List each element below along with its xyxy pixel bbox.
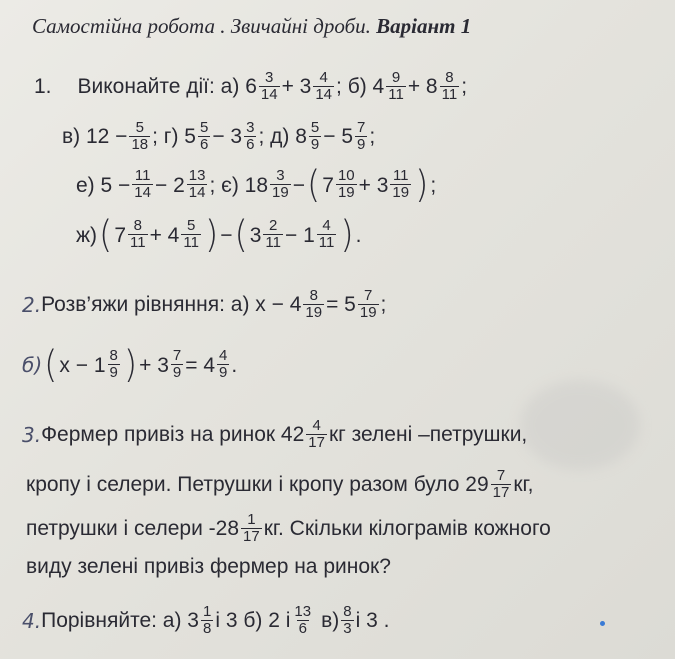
fraction	[306, 418, 327, 451]
denominator: 19	[359, 303, 377, 321]
fraction	[132, 168, 153, 201]
blue-ink-dot	[600, 621, 605, 626]
task1-number: 1.	[34, 75, 52, 99]
math-token: .	[231, 353, 238, 377]
fraction	[244, 120, 256, 153]
math-token: е) 5 −	[76, 173, 131, 197]
task3-line1	[22, 418, 527, 451]
denominator: 6	[298, 619, 307, 637]
math-token: .	[355, 223, 362, 247]
numerator: 7	[357, 119, 366, 136]
task1-prompt: Виконайте дії: а) 6	[77, 75, 257, 99]
math-token: − 1	[285, 223, 315, 247]
task1-line4	[76, 213, 362, 257]
math-token: )	[123, 343, 138, 387]
math-token: − 3	[212, 125, 243, 149]
math-token: )	[415, 163, 429, 207]
numerator: 8	[133, 217, 142, 235]
task3-line2	[26, 468, 533, 501]
math-token: = 4	[185, 353, 216, 377]
numerator: 7	[364, 287, 373, 304]
math-token: в)	[321, 609, 340, 633]
math-token: )	[204, 213, 219, 257]
numerator: 8	[343, 603, 352, 620]
math-token: ; б) 4	[336, 75, 385, 99]
numerator: 7	[496, 467, 506, 484]
math-token: кг зелені –петрушки,	[328, 423, 528, 447]
denominator: 11	[441, 85, 458, 103]
denominator: 17	[492, 483, 510, 501]
math-token: )	[340, 213, 354, 257]
denominator: 9	[109, 364, 118, 382]
task2-line2	[22, 343, 238, 387]
denominator: 14	[188, 184, 206, 202]
fraction	[171, 348, 183, 381]
fraction	[386, 70, 406, 103]
numerator: 13	[188, 167, 206, 185]
math-token: − 5	[323, 125, 354, 149]
task3-line3	[26, 512, 551, 545]
fraction	[181, 218, 201, 251]
task1-line1	[34, 70, 467, 103]
denominator: 11	[388, 85, 404, 103]
fraction	[201, 604, 213, 637]
math-token: ; є) 18	[209, 173, 269, 197]
denominator: 14	[260, 85, 278, 103]
fraction	[317, 218, 337, 251]
denominator: 14	[315, 85, 333, 103]
fraction	[270, 168, 291, 201]
numerator: 5	[199, 119, 209, 136]
fraction	[341, 604, 353, 637]
numerator: 8	[109, 347, 118, 365]
denominator: 19	[337, 184, 355, 202]
numerator: 2	[269, 217, 278, 235]
math-token: + 3	[281, 75, 312, 99]
math-token: −	[220, 223, 233, 247]
fraction	[313, 70, 334, 103]
fraction	[440, 70, 460, 103]
math-token: = 5	[326, 293, 356, 317]
numerator: 5	[310, 119, 320, 136]
numerator: 8	[309, 287, 318, 304]
numerator: 4	[319, 69, 328, 86]
worksheet-title	[32, 14, 471, 39]
numerator: 3	[276, 167, 285, 185]
task4-prompt: Порівняйте: а) 3	[41, 609, 199, 633]
fraction	[198, 120, 210, 153]
math-token: + 4	[149, 223, 180, 247]
math-token: кропу і селери. Петрушки і кропу разом було 29	[26, 473, 489, 497]
numerator: 4	[312, 417, 321, 434]
math-token: ;	[380, 293, 387, 317]
math-token: ;	[461, 75, 468, 99]
task4-number: 4.	[22, 608, 42, 633]
denominator: 6	[246, 135, 255, 153]
denominator: 14	[134, 184, 151, 202]
numerator: 11	[134, 167, 151, 185]
task2b-label: б)	[22, 353, 43, 377]
denominator: 19	[272, 184, 289, 202]
task2-line1	[22, 288, 386, 321]
math-token: (	[99, 213, 113, 257]
math-token: (	[234, 213, 248, 257]
numerator: 3	[246, 119, 255, 136]
math-token: 7	[114, 223, 126, 247]
math-token: − 2	[154, 173, 185, 197]
denominator: 9	[219, 364, 228, 382]
numerator: 8	[445, 69, 454, 86]
fraction	[129, 120, 150, 153]
denominator: 11	[318, 234, 335, 252]
math-token: (	[44, 343, 58, 387]
task1-line2	[62, 120, 375, 153]
denominator: 11	[265, 234, 281, 252]
fraction	[263, 218, 283, 251]
math-token: ж)	[76, 223, 98, 247]
math-token: і 3 б) 2 і	[215, 609, 291, 633]
math-token: ; г) 5	[152, 125, 196, 149]
denominator: 11	[183, 234, 199, 252]
fraction	[336, 168, 357, 201]
math-token: + 3	[358, 173, 389, 197]
numerator: 11	[392, 167, 409, 185]
math-token: −	[292, 173, 305, 197]
math-token: петрушки і селери -28	[26, 517, 240, 541]
fraction	[292, 604, 313, 637]
paper-shadow	[520, 380, 640, 470]
math-token: Фермер привіз на ринок 42	[41, 423, 305, 447]
fraction	[187, 168, 208, 201]
fraction	[128, 218, 148, 251]
fraction	[217, 348, 229, 381]
math-token: + 3	[139, 353, 169, 377]
denominator: 18	[131, 135, 149, 153]
denominator: 9	[310, 135, 320, 153]
math-token: і 3 .	[355, 609, 390, 633]
fraction	[259, 70, 280, 103]
numerator: 5	[186, 217, 196, 235]
task1-line3	[76, 163, 437, 207]
task4-line	[22, 604, 389, 637]
denominator: 9	[172, 364, 182, 382]
math-token: ;	[369, 125, 376, 149]
denominator: 19	[305, 303, 323, 321]
denominator: 8	[202, 619, 212, 637]
numerator: 7	[172, 347, 182, 365]
task2-number: 2.	[22, 292, 42, 317]
math-token: виду зелені привіз фермер на ринок?	[26, 555, 391, 578]
math-token: 7	[322, 173, 334, 197]
math-token: (	[306, 163, 321, 207]
fraction	[309, 120, 321, 153]
denominator: 17	[243, 527, 260, 545]
numerator: 9	[391, 69, 401, 86]
math-token: х − 1	[59, 353, 106, 377]
fraction	[241, 512, 262, 545]
math-token: ;	[430, 173, 437, 197]
denominator: 17	[308, 433, 325, 451]
numerator: 4	[219, 347, 228, 365]
denominator: 11	[130, 234, 146, 252]
math-token: 3	[249, 223, 262, 247]
fraction	[390, 168, 411, 201]
math-token: кг,	[513, 473, 534, 497]
denominator: 19	[392, 184, 410, 202]
math-token: ; д) 8	[258, 125, 307, 149]
fraction	[303, 288, 324, 321]
title-text: Самостійна робота . Звичайні дроби.	[32, 14, 377, 38]
math-token: в) 12 −	[62, 125, 128, 149]
numerator: 13	[294, 603, 312, 620]
numerator: 10	[337, 167, 355, 185]
fraction	[355, 120, 367, 153]
numerator: 3	[265, 69, 274, 86]
fraction	[491, 468, 512, 501]
task2-prompt: Розв’яжи рівняння: а) х − 4	[41, 293, 302, 317]
denominator: 3	[343, 619, 352, 637]
denominator: 9	[357, 135, 366, 153]
fraction	[358, 288, 379, 321]
numerator: 4	[322, 217, 331, 235]
numerator: 1	[247, 511, 256, 528]
task3-number: 3.	[22, 422, 42, 447]
denominator: 6	[199, 135, 209, 153]
fraction	[108, 348, 120, 381]
title-variant: Варіант 1	[376, 14, 472, 38]
task3-line4	[26, 556, 391, 577]
numerator: 1	[202, 603, 212, 620]
math-token: + 8	[407, 75, 438, 99]
numerator: 5	[135, 119, 144, 136]
math-token: кг. Скільки кілограмів кожного	[263, 517, 551, 541]
